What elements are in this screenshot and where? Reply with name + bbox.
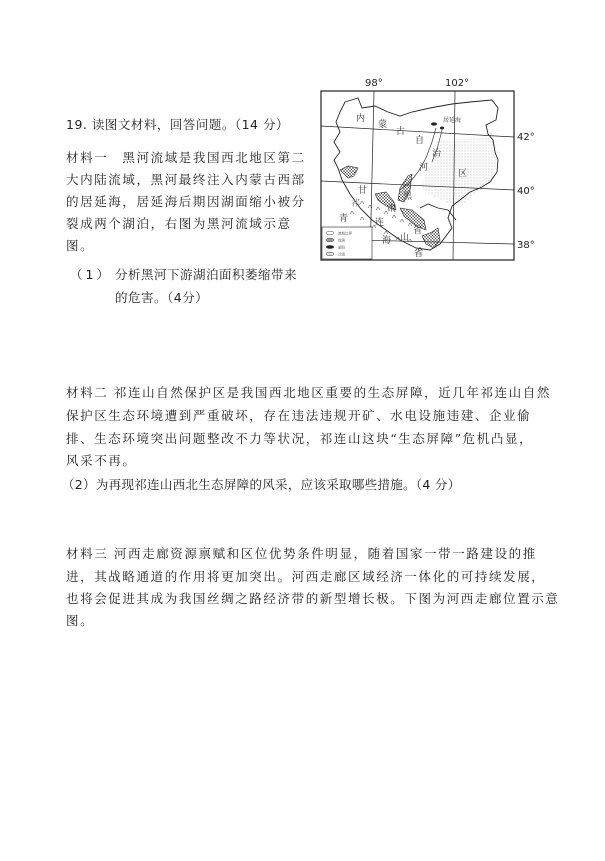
- material-1-line: 的居延海，居延海后期因湖面缩小被分: [66, 194, 306, 209]
- sub-question-1-number: （1）: [70, 267, 112, 282]
- lake: [431, 122, 437, 125]
- material-3-line: 进，其战略通道的作用将更加突出。河西走廊区域经济一体化的可持续发展，: [66, 569, 546, 584]
- material-1-line: 材料一 黑河流域是我国西北地区第二: [66, 150, 306, 165]
- material-2-line: 风采不再。: [66, 453, 137, 468]
- map-label: 内: [356, 114, 366, 124]
- map-label: 省: [413, 226, 423, 236]
- latitude-label: 40°: [517, 186, 535, 197]
- map-label: 蒙: [378, 120, 388, 130]
- map-label: 河: [419, 163, 429, 173]
- material-1-line: 裂成两个湖泊，右图为黑河流域示意: [66, 216, 292, 231]
- map-label: 青: [339, 214, 349, 224]
- legend-label: 湖泊: [338, 245, 345, 250]
- material-1-line: 图。: [66, 238, 95, 253]
- map-label: 连: [375, 218, 385, 228]
- latitude-label: 42°: [517, 132, 535, 143]
- map-label: 自: [415, 136, 425, 146]
- map-label: 黑: [403, 192, 413, 202]
- sub-question-1-line: 分析黑河下游湖泊面积萎缩带来: [115, 267, 298, 282]
- material-3-line: 图。: [66, 613, 95, 628]
- map-label: 肃: [387, 204, 397, 214]
- sub-question-2: （2）为再现祁连山西北生态屏障的风采，应该采取哪些措施。（4 分）: [62, 477, 461, 492]
- lake: [440, 127, 444, 130]
- longitude-label: 102°: [445, 78, 470, 89]
- map-label: 山: [400, 233, 410, 243]
- material-1-line: 大内陆流域，黑河最终注入内蒙古西部: [66, 172, 306, 187]
- longitude-label: 98°: [365, 78, 383, 89]
- legend-label: 绿洲: [338, 238, 345, 243]
- material-2-line: 材料二 祁连山自然保护区是我国西北地区重要的生态屏障，近几年祁连山自然: [66, 385, 551, 400]
- legend-desert-icon: [326, 252, 334, 256]
- heihe-basin-map: [320, 74, 545, 266]
- material-2-line: 保护区生态环境遭到严重破坏，存在违法违规开矿、水电设施违建、企业偷: [66, 408, 532, 423]
- legend-oasis-icon: [326, 238, 334, 242]
- map-label: 祁: [351, 199, 361, 209]
- question-title: 19. 读图文材料，回答问题。（14 分）: [66, 117, 289, 132]
- map-label: 治: [432, 149, 442, 159]
- map-label: 省: [414, 249, 424, 259]
- map-legend: [322, 227, 372, 259]
- material-3-line: 材料三 河西走廊资源禀赋和区位优势条件明显，随着国家一带一路建设的推: [66, 546, 537, 561]
- material-3-line: 也将会促进其成为我国丝绸之路经济带的新型增长极。下图为河西走廊位置示意: [66, 591, 560, 606]
- map-label-juyanhai: 居延海: [443, 117, 462, 124]
- map-label: 古: [396, 127, 406, 137]
- latitude-label: 38°: [517, 240, 535, 251]
- legend-lake-icon: [326, 245, 334, 249]
- map-label: 区: [458, 169, 468, 179]
- material-2-line: 排、生态环境突出问题整改不力等状况，祁连山这块“生态屏障”危机凸显，: [66, 431, 534, 446]
- legend-label: 流域边界: [338, 231, 352, 236]
- legend-label: 沙漠: [338, 252, 345, 257]
- sub-question-1-line: 的危害。（4分）: [115, 290, 209, 305]
- map-label: 海: [382, 236, 392, 246]
- legend-boundary-icon: [326, 231, 334, 235]
- map-label: 甘: [358, 186, 368, 196]
